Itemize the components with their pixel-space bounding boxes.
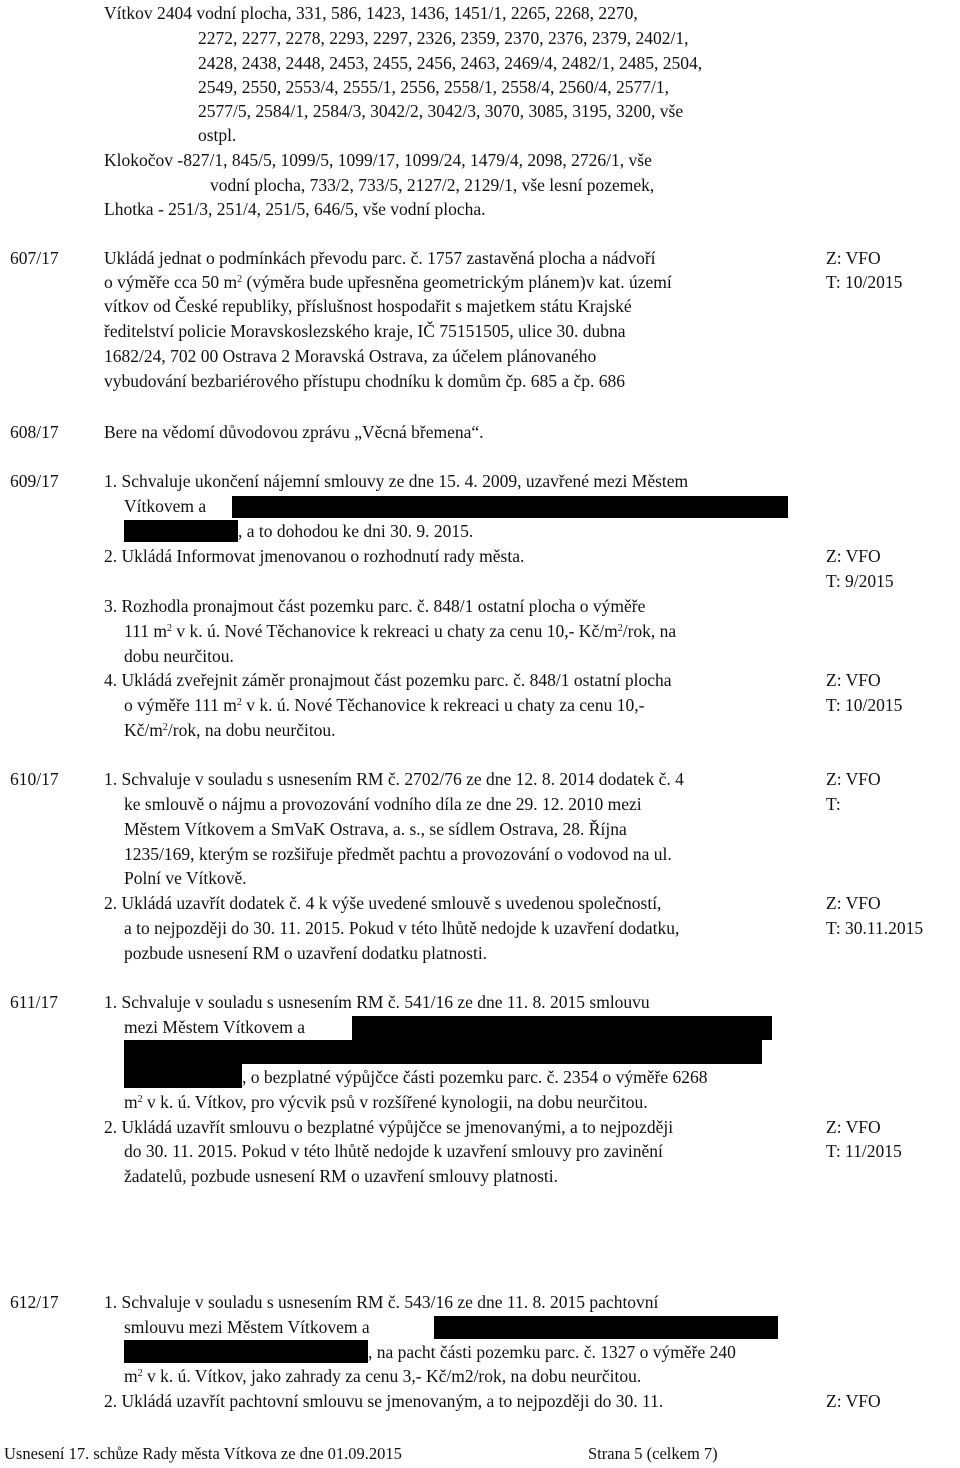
text-line: o výměře 111 $m^2$ v k. ú. Nové Těchanovice k rekreaci u chaty za cenu 10,- xyxy=(124,695,645,715)
text-line: Vítkov 2404 vodní plocha, 331, 586, 1423, 1436, 1451/1, 2265, 2268, 2270, xyxy=(104,3,638,23)
resolution-number: 607/17 xyxy=(10,248,59,268)
text-line: 111 $m^2$ v k. ú. Nové Těchanovice k rekreaci u chaty za cenu 10,- $Kč/m^2$/rok, na xyxy=(124,621,677,641)
responsible-label: Z: VFO xyxy=(826,546,881,566)
deadline-label: T: 10/2015 xyxy=(826,272,903,292)
text-line: 3. Rozhodla pronajmout část pozemku parc. č. 848/1 ostatní plocha o výměře xyxy=(104,596,646,616)
text-line: žadatelů, pozbude usnesení RM o uzavření smlouvy platnosti. xyxy=(124,1166,559,1186)
text-line: , na pacht části pozemku parc. č. 1327 o výměře 240 xyxy=(368,1342,736,1362)
text-line: mezi Městem Vítkovem a xyxy=(124,1017,305,1037)
text-line: ředitelství policie Moravskoslezského kraje, IČ 75151505, ulice 30. dubna xyxy=(104,321,626,341)
responsible-label: Z: VFO xyxy=(826,769,881,789)
resolution-number: 612/17 xyxy=(10,1292,59,1312)
text-line: 2. Ukládá uzavřít dodatek č. 4 k výše uvedené smlouvě s uvedenou společností, xyxy=(104,893,662,913)
text-line: ostpl. xyxy=(198,125,237,145)
text-line: 1682/24, 702 00 Ostrava 2 Moravská Ostrava, za účelem plánovaného xyxy=(104,346,597,366)
responsible-label: Z: VFO xyxy=(826,893,881,913)
footer-page-number: Strana 5 (celkem 7) xyxy=(588,1444,718,1463)
text-line: 1. Schvaluje ukončení nájemní smlouvy ze dne 15. 4. 2009, uzavřené mezi Městem xyxy=(104,471,689,491)
text-line: 1. Schvaluje v souladu s usnesením RM č. 543/16 ze dne 11. 8. 2015 pachtovní xyxy=(104,1292,659,1312)
text-line: 1235/169, kterým se rozšiřuje předmět pachtu a provozování o vodovod na ul. xyxy=(124,844,672,864)
responsible-label: Z: VFO xyxy=(826,248,881,268)
redaction-bar xyxy=(232,496,788,518)
text-line: 2. Ukládá Informovat jmenovanou o rozhodnutí rady města. xyxy=(104,546,525,566)
text-line: smlouvu mezi Městem Vítkovem a xyxy=(124,1317,370,1337)
text-line: Klokočov -827/1, 845/5, 1099/5, 1099/17, 1099/24, 1479/4, 2098, 2726/1, vše xyxy=(104,150,652,170)
deadline-label: T: xyxy=(826,794,841,814)
text-line: Polní ve Vítkově. xyxy=(124,868,247,888)
text-line: Lhotka - 251/3, 251/4, 251/5, 646/5, vše vodní plocha. xyxy=(104,199,486,219)
text-line: dobu neurčitou. xyxy=(124,646,234,666)
deadline-label: T: 30.11.2015 xyxy=(826,918,924,938)
text-line: 2549, 2550, 2553/4, 2555/1, 2556, 2558/1, 2558/4, 2560/4, 2577/1, xyxy=(198,77,670,97)
redaction-bar xyxy=(352,1016,772,1040)
redaction-bar xyxy=(124,1064,242,1088)
text-line: $m^2$ v k. ú. Vítkov, pro výcvik psů v rozšířené kynologii, na dobu neurčitou. xyxy=(124,1092,648,1112)
deadline-label: T: 11/2015 xyxy=(826,1141,902,1161)
text-line: $m^2$ v k. ú. Vítkov, jako zahrady za cenu 3,- Kč/m2/rok, na dobu neurčitou. xyxy=(124,1366,642,1386)
responsible-label: Z: VFO xyxy=(826,1391,881,1411)
deadline-label: T: 10/2015 xyxy=(826,695,903,715)
deadline-label: T: 9/2015 xyxy=(826,571,894,591)
text-line: Vítkovem a xyxy=(124,496,207,516)
text-line: o výměře cca 50 $m^2$ (výměra bude upřesněna geometrickým plánem)v kat. území xyxy=(104,272,672,292)
redaction-bar xyxy=(124,1040,762,1064)
text-line: vybudování bezbariérového přístupu chodníku k domům čp. 685 a čp. 686 xyxy=(104,371,626,391)
text-line: 2. Ukládá uzavřít pachtovní smlouvu se jmenovaným, a to nejpozději do 30. 11. xyxy=(104,1391,664,1411)
text-line: Ukládá jednat o podmínkách převodu parc. č. 1757 zastavěná plocha a nádvoří xyxy=(104,248,656,268)
text-line: vodní plocha, 733/2, 733/5, 2127/2, 2129/1, vše lesní pozemek, xyxy=(210,175,655,195)
text-line: 2. Ukládá uzavřít smlouvu o bezplatné výpůjčce se jmenovanými, a to nejpozději xyxy=(104,1117,674,1137)
text-line: $Kč/m^2$/rok, na dobu neurčitou. xyxy=(124,720,336,740)
redaction-bar xyxy=(434,1316,778,1339)
text-line: ke smlouvě o nájmu a provozování vodního díla ze dne 29. 12. 2010 mezi xyxy=(124,794,642,814)
text-line: , o bezplatné výpůjčce části pozemku parc. č. 2354 o výměře 6268 xyxy=(242,1067,708,1087)
text-line: a to nejpozději do 30. 11. 2015. Pokud v této lhůtě nedojde k uzavření dodatku, xyxy=(124,918,680,938)
text-line: Městem Vítkovem a SmVaK Ostrava, a. s., se sídlem Ostrava, 28. Října xyxy=(124,819,627,839)
responsible-label: Z: VFO xyxy=(826,670,881,690)
redaction-bar xyxy=(124,1340,368,1363)
responsible-label: Z: VFO xyxy=(826,1117,881,1137)
text-line: Bere na vědomí důvodovou zprávu „Věcná břemena“. xyxy=(104,422,484,442)
text-line: 2577/5, 2584/1, 2584/3, 3042/2, 3042/3, 3070, 3085, 3195, 3200, vše xyxy=(198,101,684,121)
text-line: 2272, 2277, 2278, 2293, 2297, 2326, 2359, 2370, 2376, 2379, 2402/1, xyxy=(198,28,689,48)
resolution-number: 610/17 xyxy=(10,769,59,789)
text-line: , a to dohodou ke dni 30. 9. 2015. xyxy=(238,521,474,541)
text-line: pozbude usnesení RM o uzavření dodatku platnosti. xyxy=(124,943,488,963)
text-line: 1. Schvaluje v souladu s usnesením RM č. 2702/76 ze dne 12. 8. 2014 dodatek č. 4 xyxy=(104,769,684,789)
text-line: 1. Schvaluje v souladu s usnesením RM č. 541/16 ze dne 11. 8. 2015 smlouvu xyxy=(104,992,650,1012)
resolution-number: 609/17 xyxy=(10,471,59,491)
text-line: 2428, 2438, 2448, 2453, 2455, 2456, 2463, 2469/4, 2482/1, 2485, 2504, xyxy=(198,53,703,73)
resolution-number: 608/17 xyxy=(10,422,59,442)
redaction-bar xyxy=(124,520,238,542)
footer-document-title: Usnesení 17. schůze Rady města Vítkova ze dne 01.09.2015 xyxy=(4,1444,402,1463)
text-line: 4. Ukládá zveřejnit záměr pronajmout část pozemku parc. č. 848/1 ostatní plocha xyxy=(104,670,672,690)
resolution-number: 611/17 xyxy=(10,992,58,1012)
text-line: vítkov od České republiky, příslušnost hospodařit s majetkem státu Krajské xyxy=(104,296,632,316)
text-line: do 30. 11. 2015. Pokud v této lhůtě nedojde k uzavření smlouvy pro zavinění xyxy=(124,1141,663,1161)
